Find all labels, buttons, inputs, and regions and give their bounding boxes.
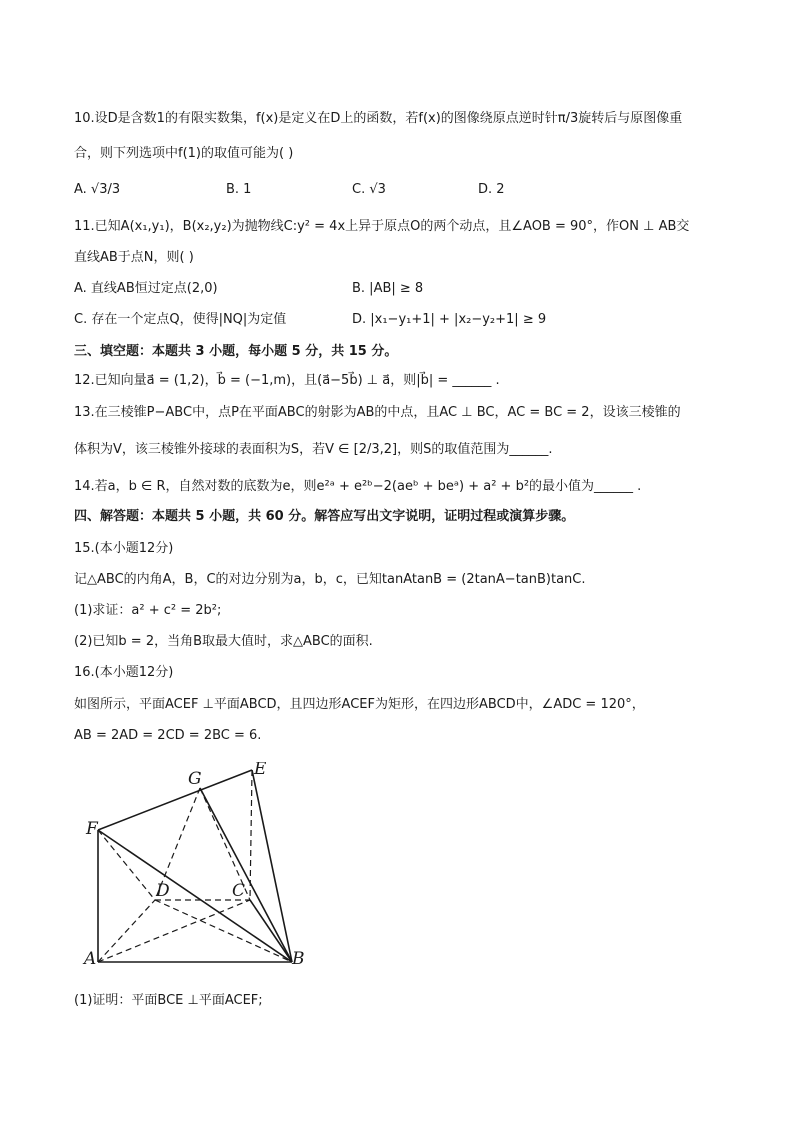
label-g: G	[188, 769, 202, 789]
label-e: E	[254, 762, 267, 779]
q11-option-c: C. 存在一个定点Q，使得|NQ|为定值	[74, 312, 287, 327]
q10-option-d: D. 2	[478, 182, 505, 197]
label-c: C	[232, 881, 246, 901]
edge-ad	[98, 900, 155, 962]
q15-stem: 记△ABC的内角A，B，C的对边分别为a，b，c，已知tanAtanB = (2tanA−tanB)tanC.	[74, 572, 586, 587]
q10-option-a: A. √3/3	[74, 182, 121, 197]
q13-line1: 13.在三棱锥P−ABC中，点P在平面ABC的射影为AB的中点，且AC ⊥ BC，AC = BC = 2，设该三棱锥的	[74, 405, 681, 420]
section-heading-solutions: 四、解答题：本题共 5 小题，共 60 分。解答应写出文字说明，证明过程或演算步骤。	[74, 509, 575, 524]
q11-line2: 直线AB于点N，则( )	[74, 250, 194, 265]
q11-option-b: B. |AB| ≥ 8	[352, 281, 424, 296]
q15-part1: (1)求证：a² + c² = 2b²;	[74, 603, 222, 618]
edge-fb	[98, 830, 292, 962]
q15-part2: (2)已知b = 2，当角B取最大值时，求△ABC的面积.	[74, 634, 373, 649]
q11-line1: 11.已知A(x₁,y₁)，B(x₂,y₂)为抛物线C:y² = 4x上异于原点O的两个动点，且∠AOB = 90°，作ON ⊥ AB交	[74, 219, 690, 234]
q16-stem-line2: AB = 2AD = 2CD = 2BC = 6.	[74, 728, 262, 743]
q10-option-b: B. 1	[226, 182, 252, 197]
q16-header: 16.(本小题12分)	[74, 665, 174, 680]
q10-line2: 合，则下列选项中f(1)的取值可能为( )	[74, 146, 294, 161]
edge-gb	[200, 788, 292, 962]
label-d: D	[156, 881, 170, 901]
q11-option-d: D. |x₁−y₁+1| + |x₂−y₂+1| ≥ 9	[352, 312, 547, 327]
q16-stem-line1: 如图所示，平面ACEF ⊥平面ABCD，且四边形ACEF为矩形，在四边形ABCD中，∠ADC = 120°，	[74, 697, 645, 712]
label-f: F	[86, 819, 98, 839]
q10-line1: 10.设D是含数1的有限实数集，f(x)是定义在D上的函数，若f(x)的图像绕原点逆时针π/3旋转后与原图像重	[74, 111, 683, 126]
q11-option-a: A. 直线AB恒过定点(2,0)	[74, 281, 218, 296]
geometry-figure	[80, 762, 320, 972]
edge-fe	[98, 770, 252, 830]
label-b: B	[292, 949, 305, 969]
q16-part1: (1)证明：平面BCE ⊥平面ACEF;	[74, 993, 263, 1008]
edge-ec	[250, 770, 252, 900]
q15-header: 15.(本小题12分)	[74, 541, 174, 556]
section-heading-fill-in: 三、填空题：本题共 3 小题，每小题 5 分，共 15 分。	[74, 344, 398, 359]
q12: 12.已知向量a⃗ = (1,2)，b⃗ = (−1,m)，且(a⃗−5b⃗) ⊥ a⃗，则|b⃗| = ______ .	[74, 373, 500, 388]
q13-line2: 体积为V，该三棱锥外接球的表面积为S，若V ∈ [2/3,2]，则S的取值范围为______.	[74, 442, 553, 457]
q10-option-c: C. √3	[352, 182, 386, 197]
label-a: A	[84, 949, 97, 969]
edge-ac	[98, 900, 250, 962]
edge-fd	[98, 830, 155, 900]
q14: 14.若a，b ∈ R，自然对数的底数为e，则e²ᵃ + e²ᵇ−2(aeᵇ + beᵃ) + a² + b²的最小值为______ .	[74, 479, 642, 494]
